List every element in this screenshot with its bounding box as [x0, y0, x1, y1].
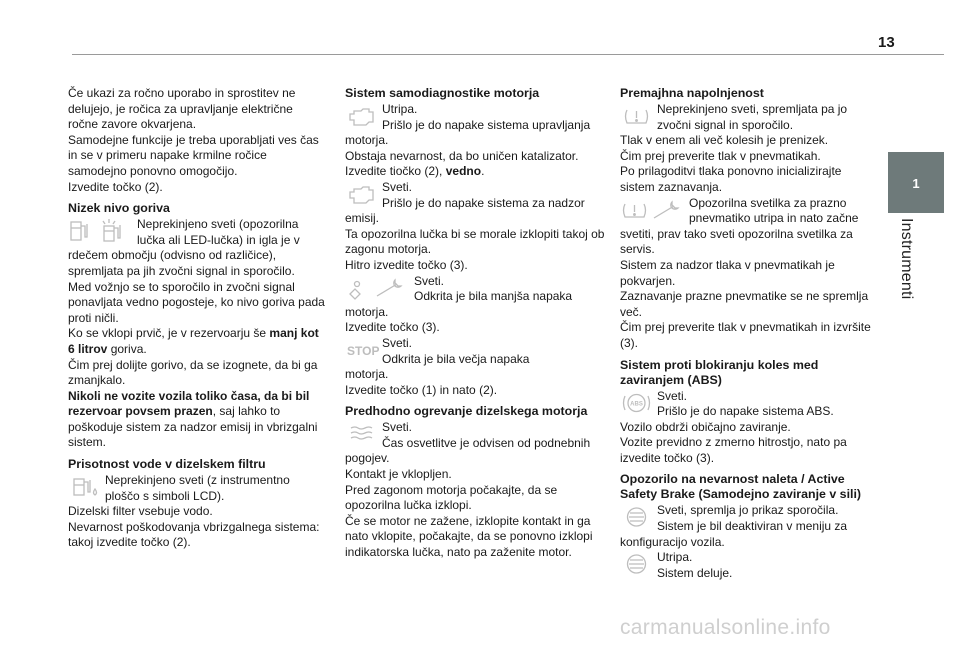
section-title-engine-diagnostics: Sistem samodiagnostike motorja [345, 86, 540, 100]
paragraph: konfiguracijo vozila. [620, 534, 725, 549]
icon-status: Sveti, spremlja jo prikaz sporočila. [657, 503, 839, 518]
paragraph: Izvedite točko (2). [68, 179, 163, 194]
icon-status: Sveti. [414, 273, 445, 288]
column-1 [68, 86, 326, 551]
collision-warning-icon [620, 503, 654, 531]
stop-icon-label: STOP [347, 343, 379, 358]
icon-description: Čas osvetlitve je odvisen od podnebnih [382, 435, 591, 450]
icon-status: Sveti. [382, 420, 413, 435]
paragraph: Nevarnost poškodovanja vbrizgalnega sistema: takoj izvedite točko (2). [68, 519, 320, 550]
paragraph: Če se motor ne zažene, izklopite kontakt in ga nato vklopite, počakajte, da se ponovno izklopi indikatorska lučka, nato pa zaženite motor. [345, 513, 593, 560]
section-title-active-safety-brake: Opozorilo na nevarnost naleta / Active Safety Brake (Samodejno zaviranje v sili) [620, 472, 862, 502]
paragraph: motorja. [345, 367, 389, 382]
paragraph: Hitro izvedite točko (3). [345, 257, 468, 272]
paragraph: svetiti, prav tako sveti opozorilna svetilka za servis. [620, 226, 853, 257]
water-in-fuel-icon [68, 473, 102, 501]
icon-status: Sveti. [382, 179, 413, 194]
paragraph: Obstaja nevarnost, da bo uničen katalizator. [345, 148, 579, 163]
glow-plug-icon [345, 420, 379, 448]
engine-icon [345, 180, 379, 208]
paragraph: Dizelski filter vsebuje vodo. [68, 504, 213, 519]
icon-status: Sveti. [657, 388, 688, 403]
icon-status: Sveti. [382, 335, 413, 350]
paragraph: Sistem za nadzor tlaka v pnevmatikah je pokvarjen. [620, 257, 835, 288]
paragraph: Čim prej preverite tlak v pnevmatikah. [620, 148, 821, 163]
watermark: carmanualsonline.info [620, 616, 831, 639]
chapter-tab[interactable] [888, 152, 944, 213]
section-title-water-in-filter: Prisotnost vode v dizelskem filtru [68, 457, 266, 472]
engine-icon [345, 102, 379, 130]
paragraph: pogojev. [345, 451, 390, 466]
icon-description: Prišlo je do napake sistema za nadzor [382, 195, 585, 210]
abs-icon [620, 389, 654, 417]
paragraph: Vozilo obdrži običajno zaviranje. [620, 419, 791, 434]
collision-warning-icon [620, 550, 654, 578]
paragraph: Izvedite točko (1) in nato (2). [345, 382, 498, 397]
icon-description: Odkrita je bila večja napaka [382, 351, 530, 366]
paragraph: Tlak v enem ali več kolesih je prenizek. [620, 133, 829, 148]
icon-description: Neprekinjeno sveti (z instrumentno ploščo s simboli LCD). [105, 473, 290, 503]
paragraph: Nikoli ne vozite vozila toliko časa, da bi bil rezervoar povsem prazen, saj lahko to poškoduje sistem za nadzor emisij in vbrizgalni sistem. [68, 388, 318, 450]
paragraph: Izvedite tiočko (2), vedno. [345, 164, 485, 179]
wrench-icon [345, 274, 411, 302]
section-title-abs: Sistem proti blokiranju koles med zaviranjem (ABS) [620, 357, 819, 387]
paragraph: emisij. [345, 211, 380, 226]
paragraph: Čim prej dolijte gorivo, da se izognete, da bi ga zmanjkalo. [68, 357, 318, 388]
paragraph: Če ukazi za ročno uporabo in sprostitev ne delujejo, je ročica za upravljanje električne ročne zavore okvarjena. [68, 86, 296, 132]
paragraph: Po prilagoditvi tlaka ponovno inicializirajte sistem zaznavanja. [620, 164, 842, 194]
icon-description: Sistem deluje. [657, 565, 733, 580]
icon-description: Prišlo je do napake sistema upravljanja [382, 117, 591, 132]
chapter-tab-number: 1 [912, 176, 920, 191]
icon-status: Utripa. [657, 550, 693, 565]
paragraph: Zaznavanje prazne pnevmatike se ne spremlja več. [620, 289, 869, 319]
icon-description: Neprekinjeno sveti (opozorilna lučka ali LED-lučka) in igla je v [137, 217, 300, 247]
paragraph: Kontakt je vklopljen. [345, 467, 452, 482]
paragraph: Ta opozorilna lučka bi se morale izklopiti takoj ob zagonu motorja. [345, 226, 605, 257]
chapter-label: Instrumenti [898, 218, 915, 300]
paragraph: Vozite previdno z zmerno hitrostjo, nato pa izvedite točko (3). [620, 435, 847, 465]
top-rule [72, 54, 944, 55]
icon-description: Opozorilna svetilka za prazno pnevmatiko utripa in nato začne [689, 195, 859, 226]
section-title-preheating: Predhodno ogrevanje dizelskega motorja [345, 404, 588, 419]
paragraph: Čim prej preverite tlak v pnevmatikah in izvršite (3). [620, 320, 871, 350]
paragraph: Pred zagonom motorja počakajte, da se opozorilna lučka izklopi. [345, 482, 558, 513]
paragraph: Ko se vklopi prvič, je v rezervoarju še manj kot 6 litrov goriva. [68, 326, 319, 356]
stop-icon [345, 336, 379, 364]
paragraph: rdečem območju (odvisno od različice), spremljata pa jih zvočni signal in sporočilo. [68, 248, 295, 278]
icon-status: Utripa. [382, 102, 418, 116]
column-3 [620, 86, 878, 581]
icon-description: Neprekinjeno sveti, spremljata pa jo zvočni signal in sporočilo. [657, 102, 848, 132]
section-title-underinflation: Premajhna napolnjenost [620, 86, 764, 100]
paragraph: motorja. [345, 133, 389, 148]
icon-description: Sistem je bil deaktiviran v meniju za [657, 519, 848, 534]
paragraph: Med vožnjo se to sporočilo in zvočni signal ponavljata vedno pogosteje, ko nivo goriva pada proti ničli. [68, 279, 325, 325]
page-number: 13 [878, 34, 895, 51]
column-2 [345, 86, 605, 561]
abs-icon-label: ABS [630, 401, 643, 407]
paragraph: Samodejne funkcije je treba uporabljati ves čas in se v primeru napake krmilne ročice samodejno ponovno omogočijo. [68, 132, 319, 178]
icon-description: Odkrita je bila manjša napaka [414, 289, 573, 304]
fuel-pump-icon [68, 217, 134, 245]
icon-description: Prišlo je do napake sistema ABS. [657, 404, 834, 419]
paragraph: motorja. [345, 304, 389, 319]
tyre-pressure-icon [620, 102, 654, 130]
section-title-low-fuel: Nizek nivo goriva [68, 201, 170, 216]
tyre-pressure-wrench-icon [620, 196, 686, 224]
paragraph: Izvedite točko (3). [345, 320, 440, 335]
